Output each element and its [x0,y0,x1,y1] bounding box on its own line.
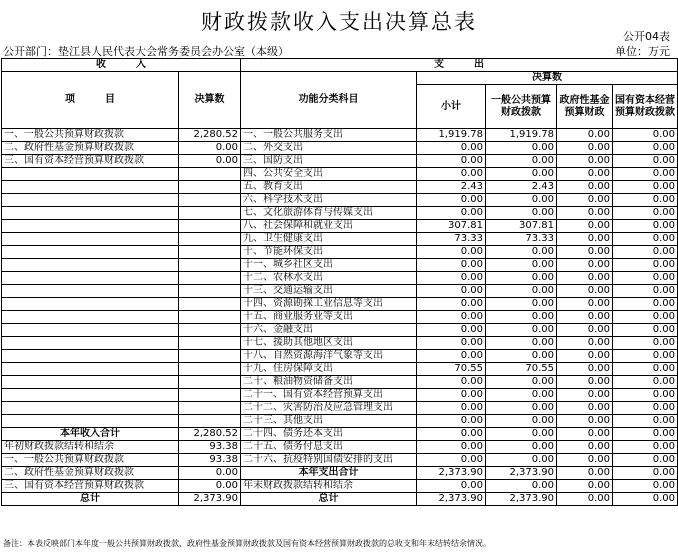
state-capital-cell: 0.00 [613,454,678,467]
income-item-cell [2,363,179,376]
expense-item-cell: 十八、自然资源海洋气象等支出 [241,350,417,363]
subtotal-cell: 0.00 [417,142,486,155]
income-item-cell: 总计 [2,493,179,506]
income-item-cell [2,246,179,259]
final-amount-header: 决算数 [179,72,241,129]
state-capital-cell: 0.00 [613,272,678,285]
gov-fund-cell: 0.00 [557,311,613,324]
table-row [2,454,678,467]
income-value-cell [179,324,241,337]
expense-item-cell: 十一、城乡社区支出 [241,259,417,272]
expense-item-cell: 九、卫生健康支出 [241,233,417,246]
income-item-cell: 一、一般公共预算财政拨款 [2,129,179,142]
state-capital-cell: 0.00 [613,207,678,220]
gov-fund-cell: 0.00 [557,493,613,506]
table-row [2,337,678,350]
gov-fund-cell: 0.00 [557,181,613,194]
expense-item-cell: 四、公共安全支出 [241,168,417,181]
income-value-cell: 93.38 [179,441,241,454]
income-value-cell [179,194,241,207]
income-value-cell [179,337,241,350]
state-capital-header: 国有资本经营预算财政拨款 [613,85,678,129]
expense-item-cell: 十六、金融支出 [241,324,417,337]
table-row [2,428,678,441]
subtotal-cell: 0.00 [417,194,486,207]
state-capital-cell: 0.00 [613,402,678,415]
income-item-cell: 三、国有资本经营预算财政拨款 [2,155,179,168]
state-capital-cell: 0.00 [613,376,678,389]
subtotal-cell: 0.00 [417,324,486,337]
state-capital-cell: 0.00 [613,259,678,272]
general-cell: 0.00 [486,376,557,389]
subtotal-cell: 0.00 [417,402,486,415]
income-value-cell: 0.00 [179,155,241,168]
general-cell: 0.00 [486,441,557,454]
gov-fund-cell: 0.00 [557,129,613,142]
table-row [2,246,678,259]
subtotal-cell: 0.00 [417,155,486,168]
general-cell: 0.00 [486,389,557,402]
footnote: 备注：本表反映部门本年度一般公共预算财政拨款、政府性基金预算财政拨款及国有资本经营预算财政拨款的总收支和年末结转结余情况。 [3,539,491,548]
table-row [2,168,678,181]
state-capital-cell: 0.00 [613,181,678,194]
expense-item-cell: 十五、商业服务业等支出 [241,311,417,324]
table-row [2,285,678,298]
general-cell: 0.00 [486,428,557,441]
general-cell: 2.43 [486,181,557,194]
gov-fund-cell: 0.00 [557,233,613,246]
table-row [2,142,678,155]
table-row [2,207,678,220]
subtotal-cell: 0.00 [417,415,486,428]
income-item-cell [2,233,179,246]
expense-item-cell: 十三、交通运输支出 [241,285,417,298]
gov-fund-cell: 0.00 [557,402,613,415]
subtotal-cell: 0.00 [417,272,486,285]
subtotal-cell: 2,373.90 [417,493,486,506]
gov-fund-cell: 0.00 [557,285,613,298]
gov-fund-cell: 0.00 [557,194,613,207]
table-row [2,441,678,454]
expense-item-cell: 二十、粮油物资储备支出 [241,376,417,389]
income-header: 收 入 [2,59,241,72]
subtotal-cell: 307.81 [417,220,486,233]
expense-item-cell: 总计 [241,493,417,506]
expense-item-cell: 十四、资源勘探工业信息等支出 [241,298,417,311]
general-cell: 0.00 [486,311,557,324]
table-row [2,467,678,480]
state-capital-cell: 0.00 [613,298,678,311]
income-value-cell: 93.38 [179,454,241,467]
subtotal-cell: 0.00 [417,337,486,350]
income-value-cell [179,363,241,376]
income-item-cell: 年初财政拨款结转和结余 [2,441,179,454]
state-capital-cell: 0.00 [613,129,678,142]
table-row [2,480,678,493]
finance-table [1,58,678,506]
expense-item-cell: 八、社会保障和就业支出 [241,220,417,233]
table-row [2,415,678,428]
state-capital-cell: 0.00 [613,168,678,181]
gov-fund-cell: 0.00 [557,246,613,259]
table-row [2,233,678,246]
expense-item-cell: 二、外交支出 [241,142,417,155]
table-row [2,376,678,389]
income-value-cell [179,220,241,233]
header-row-1 [2,59,678,72]
general-cell: 0.00 [486,285,557,298]
gov-fund-cell: 0.00 [557,324,613,337]
gov-fund-cell: 0.00 [557,454,613,467]
income-item-cell [2,168,179,181]
gov-fund-cell: 0.00 [557,467,613,480]
report-title: 财政拨款收入支出决算总表 [201,10,477,34]
income-item-cell: 一、一般公共预算财政拨款 [2,454,179,467]
income-value-cell [179,350,241,363]
income-value-cell [179,285,241,298]
table-row [2,129,678,142]
general-cell: 70.55 [486,363,557,376]
state-capital-cell: 0.00 [613,337,678,350]
table-row [2,402,678,415]
income-item-cell [2,337,179,350]
income-value-cell [179,168,241,181]
gov-fund-cell: 0.00 [557,415,613,428]
state-capital-cell: 0.00 [613,194,678,207]
income-item-cell [2,389,179,402]
income-item-cell: 本年收入合计 [2,428,179,441]
income-item-cell [2,272,179,285]
income-value-cell: 2,280.52 [179,129,241,142]
general-cell: 73.33 [486,233,557,246]
table-row [2,259,678,272]
subtotal-cell: 1,919.78 [417,129,486,142]
gov-fund-cell: 0.00 [557,298,613,311]
expense-item-cell: 五、教育支出 [241,181,417,194]
subtotal-cell: 0.00 [417,350,486,363]
income-value-cell [179,402,241,415]
department-label: 公开部门：垫江县人民代表大会常务委员会办公室（本级） [3,45,289,58]
income-item-cell [2,415,179,428]
header-row-2 [2,72,678,85]
gov-fund-cell: 0.00 [557,168,613,181]
income-value-cell [179,207,241,220]
gov-fund-cell: 0.00 [557,142,613,155]
income-value-cell [179,233,241,246]
subtotal-cell: 0.00 [417,168,486,181]
general-cell: 0.00 [486,337,557,350]
state-capital-cell: 0.00 [613,480,678,493]
income-value-cell [179,311,241,324]
state-capital-cell: 0.00 [613,467,678,480]
income-item-cell [2,181,179,194]
income-value-cell [179,298,241,311]
general-cell: 0.00 [486,142,557,155]
gov-fund-cell: 0.00 [557,350,613,363]
income-value-cell [179,272,241,285]
expense-item-cell: 十七、援助其他地区支出 [241,337,417,350]
expense-item-cell: 七、文化旅游体育与传媒支出 [241,207,417,220]
income-item-cell [2,402,179,415]
income-value-cell [179,246,241,259]
income-item-cell [2,311,179,324]
table-row [2,311,678,324]
gov-fund-cell: 0.00 [557,220,613,233]
state-capital-cell: 0.00 [613,350,678,363]
state-capital-cell: 0.00 [613,389,678,402]
subtotal-cell: 73.33 [417,233,486,246]
gov-fund-header: 政府性基金预算财政 [557,85,613,129]
subtotal-cell: 0.00 [417,259,486,272]
general-cell: 0.00 [486,168,557,181]
state-capital-cell: 0.00 [613,363,678,376]
subtotal-cell: 0.00 [417,298,486,311]
expense-item-cell: 二十三、其他支出 [241,415,417,428]
income-item-cell: 三、国有资本经营预算财政拨款 [2,480,179,493]
state-capital-cell: 0.00 [613,324,678,337]
gov-fund-cell: 0.00 [557,337,613,350]
income-value-cell: 2,280.52 [179,428,241,441]
state-capital-cell: 0.00 [613,311,678,324]
state-capital-cell: 0.00 [613,285,678,298]
form-code: 公开04表 [623,30,670,43]
expense-item-cell: 二十五、债务付息支出 [241,441,417,454]
gov-fund-cell: 0.00 [557,480,613,493]
table-row [2,493,678,506]
gov-fund-cell: 0.00 [557,272,613,285]
unit-label: 单位：万元 [615,45,670,58]
func-class-header: 功能分类科目 [241,72,417,129]
expense-item-cell: 三、国防支出 [241,155,417,168]
state-capital-cell: 0.00 [613,155,678,168]
income-item-cell [2,194,179,207]
income-value-cell: 0.00 [179,142,241,155]
expense-item-cell: 年末财政拨款结转和结余 [241,480,417,493]
general-cell: 0.00 [486,480,557,493]
expense-item-cell: 本年支出合计 [241,467,417,480]
subtotal-cell: 0.00 [417,389,486,402]
general-cell: 0.00 [486,415,557,428]
state-capital-cell: 0.00 [613,493,678,506]
subtotal-cell: 0.00 [417,376,486,389]
income-value-cell [179,181,241,194]
income-item-cell [2,324,179,337]
income-value-cell [179,415,241,428]
general-cell: 0.00 [486,298,557,311]
subtotal-cell: 0.00 [417,246,486,259]
table-row [2,155,678,168]
state-capital-cell: 0.00 [613,142,678,155]
gov-fund-cell: 0.00 [557,389,613,402]
income-item-cell [2,376,179,389]
general-cell: 0.00 [486,324,557,337]
general-cell: 0.00 [486,207,557,220]
general-cell: 2,373.90 [486,467,557,480]
expense-item-cell: 二十六、抗疫特别国债安排的支出 [241,454,417,467]
table-row [2,220,678,233]
subtotal-cell: 0.00 [417,285,486,298]
table-row [2,350,678,363]
general-cell: 2,373.90 [486,493,557,506]
table-row [2,194,678,207]
state-capital-cell: 0.00 [613,233,678,246]
general-cell: 1,919.78 [486,129,557,142]
subtotal-cell: 0.00 [417,311,486,324]
income-item-cell: 二、政府性基金预算财政拨款 [2,142,179,155]
subtotal-cell: 0.00 [417,454,486,467]
state-capital-cell: 0.00 [613,415,678,428]
gov-fund-cell: 0.00 [557,376,613,389]
income-item-cell [2,285,179,298]
income-item-cell [2,259,179,272]
income-item-cell [2,350,179,363]
income-value-cell [179,389,241,402]
general-cell: 0.00 [486,246,557,259]
subtotal-cell: 0.00 [417,207,486,220]
state-capital-cell: 0.00 [613,428,678,441]
income-value-cell: 2,373.90 [179,493,241,506]
subtotal-cell: 2.43 [417,181,486,194]
general-cell: 0.00 [486,194,557,207]
expense-header: 支 出 [241,59,678,72]
general-cell: 0.00 [486,259,557,272]
expense-item-cell: 十二、农林水支出 [241,272,417,285]
income-item-cell [2,220,179,233]
expense-item-cell: 十、节能环保支出 [241,246,417,259]
table-row [2,324,678,337]
item-header: 项 目 [2,72,179,129]
table-row [2,272,678,285]
income-value-cell [179,259,241,272]
general-header: 一般公共预算财政拨款 [486,85,557,129]
general-cell: 0.00 [486,454,557,467]
income-item-cell [2,207,179,220]
subtotal-cell: 70.55 [417,363,486,376]
income-value-cell: 0.00 [179,467,241,480]
subtotal-cell: 0.00 [417,441,486,454]
gov-fund-cell: 0.00 [557,259,613,272]
gov-fund-cell: 0.00 [557,441,613,454]
expense-item-cell: 二十四、债务还本支出 [241,428,417,441]
state-capital-cell: 0.00 [613,246,678,259]
subtotal-cell: 0.00 [417,480,486,493]
table-row [2,363,678,376]
gov-fund-cell: 0.00 [557,207,613,220]
expense-item-cell: 二十一、国有资本经营预算支出 [241,389,417,402]
expense-item-cell: 一、一般公共服务支出 [241,129,417,142]
subtotal-cell: 2,373.90 [417,467,486,480]
income-value-cell [179,376,241,389]
general-cell: 0.00 [486,350,557,363]
expense-item-cell: 十九、住房保障支出 [241,363,417,376]
subtotal-header: 小计 [417,85,486,129]
general-cell: 307.81 [486,220,557,233]
final-amount2-header: 决算数 [417,72,678,85]
table-row [2,181,678,194]
table-row [2,389,678,402]
income-item-cell: 二、政府性基金预算财政拨款 [2,467,179,480]
general-cell: 0.00 [486,155,557,168]
general-cell: 0.00 [486,272,557,285]
expense-item-cell: 二十二、灾害防治及应急管理支出 [241,402,417,415]
general-cell: 0.00 [486,402,557,415]
gov-fund-cell: 0.00 [557,428,613,441]
income-value-cell: 0.00 [179,480,241,493]
gov-fund-cell: 0.00 [557,155,613,168]
table-row [2,298,678,311]
state-capital-cell: 0.00 [613,220,678,233]
gov-fund-cell: 0.00 [557,363,613,376]
income-item-cell [2,298,179,311]
subtotal-cell: 0.00 [417,428,486,441]
expense-item-cell: 六、科学技术支出 [241,194,417,207]
state-capital-cell: 0.00 [613,441,678,454]
